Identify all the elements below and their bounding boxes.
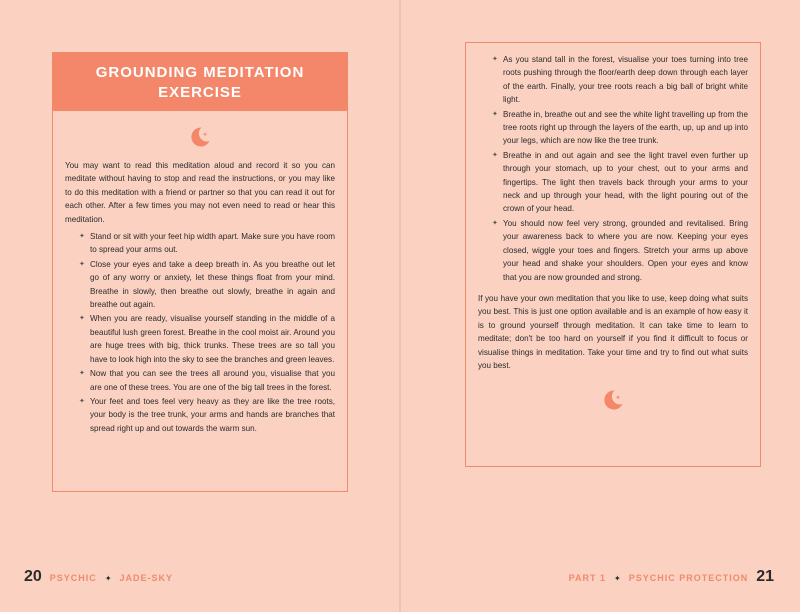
closing-paragraph: If you have your own meditation that you like to use, keep doing what suits you best. This is just one option available and is an example of how easy it is to ground yourself through meditation. It can take time to learn to meditate; don't be too hard on yourself if you find it difficult to focus or visualise things in meditation. Take your time and try to find out what suits you best. <box>478 293 748 370</box>
list-item: ✦ You should now feel very strong, grounded and revitalised. Bring your awareness back to where you are now. Keeping your eyes closed, wiggle your toes and fingers. Stretch your arms up above your head and shake your shoulders. Open your eyes and know that you are now grounded and strong. <box>492 218 748 282</box>
crescent-moon-star-icon <box>188 125 212 149</box>
running-head-author: JADE-SKY <box>119 573 174 583</box>
list-item: ✦ As you stand tall in the forest, visualise your toes turning into tree roots pushing through the floor/earth deep down through each layer of the earth. Finally, your tree roots reach a big ball of bright white light. <box>492 55 748 105</box>
list-item: ✦ Now that you can see the trees all around you, visualise that you are one of these trees. You are one of the big tall trees in the forest. <box>79 369 335 392</box>
list-item: ✦ Your feet and toes feel very heavy as they are like the tree roots, your body is the tree trunk, your arms and hands are branches that spread right up and out towards the warm sun. <box>79 396 335 433</box>
right-content <box>466 43 760 372</box>
four-point-star-icon: ✦ <box>79 397 85 405</box>
list-item: ✦ Breathe in and out again and see the light travel even further up through your stomach, up to your chest, out to your arms and fingertips. The light then travels back through your arms to your neck and up through your head, with the light pouring out of the crown of your head. <box>492 150 748 214</box>
folio-left <box>24 568 173 586</box>
four-point-star-icon: ✦ <box>104 574 112 583</box>
four-point-star-icon: ✦ <box>492 56 498 63</box>
four-point-star-icon: ✦ <box>79 260 85 268</box>
intro-paragraph: You may want to read this meditation aloud and record it so you can meditate without having to stop and read the instructions, or you may like to do this meditation with a friend or partner so that you can read it out for each other. After a few times you may not even need to read or hear this meditation. <box>65 161 335 224</box>
running-head-chapter: PSYCHIC PROTECTION <box>628 573 749 583</box>
page-number-left: 20 <box>24 568 42 585</box>
meditation-box-left <box>52 52 348 492</box>
left-bullet-list <box>65 230 335 435</box>
four-point-star-icon: ✦ <box>492 110 498 118</box>
four-point-star-icon: ✦ <box>492 219 498 227</box>
list-item: ✦ Close your eyes and take a deep breath in. As you breathe out let go of any worry or anxiety, let these things float from your mind. Breathe in slowly, then breathe out slowly, breathe in again and breathe out again. <box>79 259 335 310</box>
meditation-box-right <box>465 42 761 467</box>
section-title <box>53 53 347 111</box>
list-item: ✦ Breathe in, breathe out and see the white light travelling up from the tree roots right up through the layers of the earth, up, up and up into your legs, which are now like the tree trunk. <box>492 109 748 146</box>
four-point-star-icon: ✦ <box>79 370 85 378</box>
title-line-2: EXERCISE <box>158 84 242 101</box>
list-item: ✦ When you are ready, visualise yourself standing in the middle of a beautiful lush green forest. Breathe in the cool moist air. Around you are huge trees with big, thick trunks. These trees are so tall you have to look high into the sky to see the branches and green leaves. <box>79 314 335 364</box>
title-line-1: GROUNDING MEDITATION <box>95 64 305 81</box>
list-item: ✦ Stand or sit with your feet hip width apart. Make sure you have room to spread your arms out. <box>79 232 335 255</box>
crescent-moon-star-icon <box>601 388 625 412</box>
four-point-star-icon: ✦ <box>613 574 621 583</box>
four-point-star-icon: ✦ <box>79 315 85 323</box>
running-head-part: PART 1 <box>568 573 606 583</box>
right-bullet-list <box>478 53 748 284</box>
page-number-right: 21 <box>756 568 774 585</box>
running-head-psychic: PSYCHIC <box>49 573 97 583</box>
left-content <box>53 159 347 435</box>
four-point-star-icon: ✦ <box>79 233 85 241</box>
folio-right <box>569 568 774 586</box>
four-point-star-icon: ✦ <box>492 151 498 159</box>
page-gutter <box>399 0 401 612</box>
